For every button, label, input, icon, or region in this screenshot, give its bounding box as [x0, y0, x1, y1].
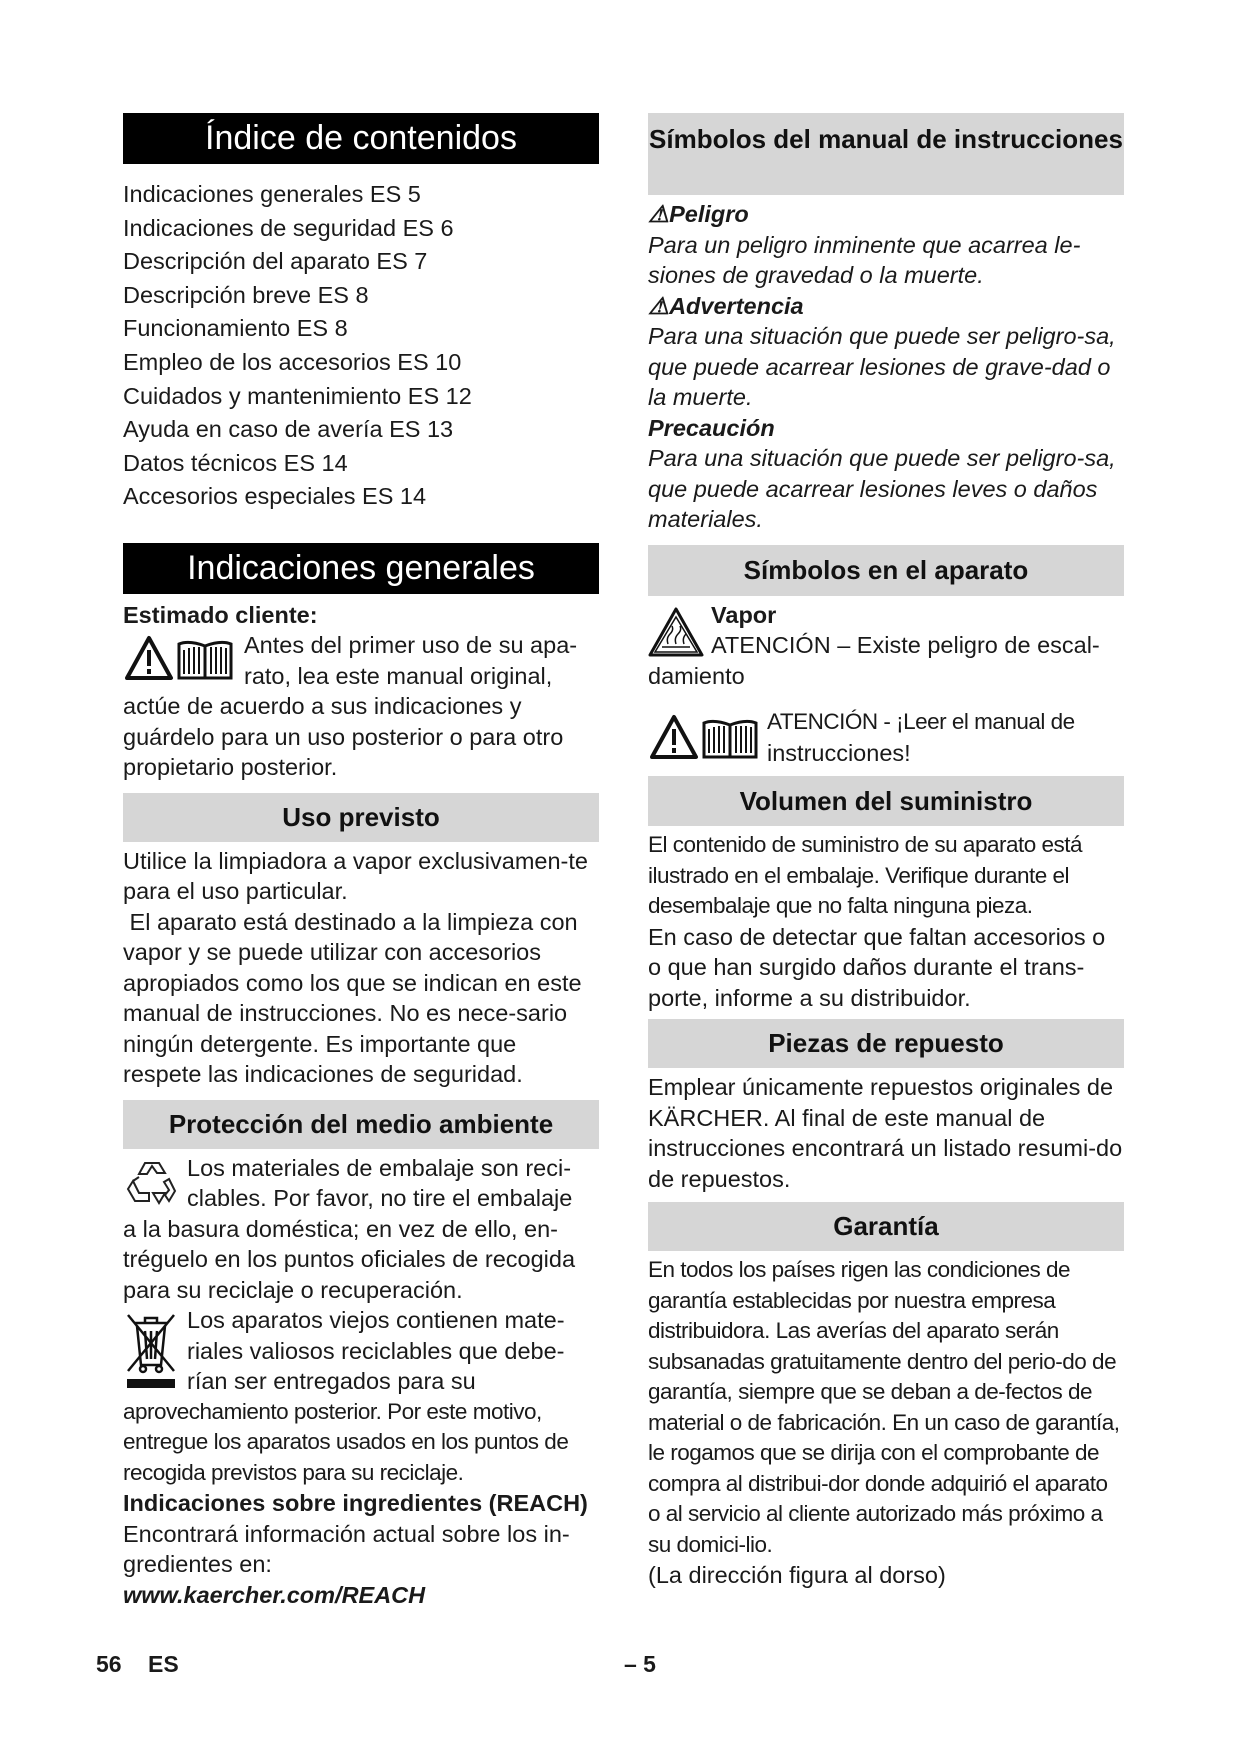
recycle-icon [125, 1157, 179, 1209]
toc-item[interactable]: Ayuda en caso de avería ES 13 [123, 416, 454, 443]
steam-line: damiento [648, 662, 745, 689]
crossed-bin-icon [123, 1309, 179, 1393]
toc-item[interactable]: Funcionamiento ES 8 [123, 315, 348, 342]
intro-line: rato, lea este manual original, [244, 662, 553, 689]
language-code: ES [148, 1651, 179, 1677]
danger-heading [648, 199, 1124, 230]
right-column [648, 113, 1124, 1591]
warranty-title: Garantía [648, 1202, 1124, 1251]
intended-use-text: El aparato está destinado a la limpieza con vapor y se puede utilizar con accesorios apropiados como los que se indican en este manual de instrucciones. No es nece-sario ningún detergente. Es importante que respete las indicaciones de seguridad. [123, 908, 589, 1088]
steam-line: ATENCIÓN – Existe peligro de escal- [711, 632, 1100, 658]
table-of-contents [123, 178, 599, 514]
scope-text: En caso de detectar que faltan accesorios o o que han surgido daños durante el trans-porte, informe a su distribuidor. [648, 923, 1106, 1011]
toc-item[interactable]: Empleo de los accesorios ES 10 [123, 348, 462, 375]
read-manual-line: instrucciones! [767, 739, 911, 766]
weee-line: rían ser entregados para su [187, 1368, 476, 1395]
weee-line: riales valiosos reciclables que debe- [187, 1337, 565, 1364]
toc-item[interactable]: Indicaciones de seguridad ES 6 [123, 214, 454, 241]
hot-steam-warning-icon [648, 606, 704, 658]
recycle-block [123, 1153, 599, 1214]
steam-block [648, 600, 1124, 661]
caution-label: Precaución [648, 414, 775, 441]
spare-parts-title: Piezas de repuesto [648, 1019, 1124, 1068]
read-manual-line: ATENCIÓN - ¡Leer el manual de [767, 709, 1075, 734]
spare-parts-text: Emplear únicamente repuestos originales de KÄRCHER. Al final de este manual de instrucciones encontrará un listado resumi-do de repuestos. [648, 1074, 1123, 1192]
environment-title: Protección del medio ambiente [123, 1100, 599, 1149]
warning-manual-icon [650, 713, 760, 763]
toc-item[interactable]: Descripción del aparato ES 7 [123, 248, 428, 275]
warranty-text: En todos los países rigen las condiciones de garantía establecidas por nuestra empresa distribuidora. Las averías del aparato serán subsanadas gratuitamente dentro del perio-do de garantía, siempre que se deban a de-fectos de material o de fabricación. En un caso de garantía, le rogamos que se dirija con el comprobante de compra al distribui-dor donde adquirió el aparato o al servicio al cliente autorizado más próximo a su domici-lio. [648, 1257, 1120, 1557]
toc-item[interactable]: Indicaciones generales ES 5 [123, 181, 421, 207]
recycle-line: Los materiales de embalaje son reci- [187, 1154, 572, 1181]
intro-line: Antes del primer uso de su apa- [244, 632, 578, 659]
warranty-note: (La dirección figura al dorso) [648, 1562, 946, 1588]
scope-text: El contenido de suministro de su aparato está ilustrado en el embalaje. Verifique durante el desembalaje que no falta ninguna pieza. [648, 832, 1083, 918]
toc-item[interactable]: Cuidados y mantenimiento ES 12 [123, 382, 472, 409]
toc-item[interactable]: Datos técnicos ES 14 [123, 449, 348, 476]
warning-triangle-icon: ⚠ [648, 292, 670, 319]
warning-text: Para una situación que puede ser peligro-sa, que puede acarrear lesiones de grave-dad o la muerte. [648, 323, 1116, 410]
warning-manual-icon [125, 634, 235, 684]
left-column [123, 113, 599, 1610]
reach-text: Encontrará información actual sobre los in-gredientes en: [123, 1520, 570, 1578]
danger-label: Peligro [669, 201, 749, 227]
intended-use-title: Uso previsto [123, 793, 599, 842]
intended-use-text: Utilice la limpiadora a vapor exclusivamen-te para el uso particular. [123, 847, 588, 905]
warning-label: Advertencia [669, 292, 804, 319]
recycle-line: clables. Por favor, no tire el embalaje [187, 1185, 573, 1212]
intro-text: actúe de acuerdo a sus indicaciones y guárdelo para un uso posterior o para otro propietario posterior. [123, 693, 564, 781]
warning-heading [648, 291, 1124, 322]
reach-link[interactable]: www.kaercher.com/REACH [123, 1581, 426, 1608]
weee-text: aprovechamiento posterior. Por este motivo, entregue los aparatos usados en los puntos de recogida previstos para su reciclaje. [123, 1398, 569, 1485]
symbols-device-title: Símbolos en el aparato [648, 545, 1124, 596]
page-number: 56 [96, 1651, 122, 1677]
general-title: Indicaciones generales [123, 543, 599, 594]
weee-block [123, 1305, 599, 1397]
toc-title: Índice de contenidos [123, 113, 599, 164]
intro-block [123, 630, 599, 691]
toc-item[interactable]: Descripción breve ES 8 [123, 281, 369, 308]
toc-item[interactable]: Accesorios especiales ES 14 [123, 483, 427, 510]
scope-title: Volumen del suministro [648, 776, 1124, 826]
reach-title: Indicaciones sobre ingredientes (REACH) [123, 1490, 588, 1517]
caution-text: Para una situación que puede ser peligro-sa, que puede acarrear lesiones leves o daños materiales. [648, 445, 1116, 532]
weee-line: Los aparatos viejos contienen mate- [187, 1307, 565, 1334]
steam-label: Vapor [711, 601, 777, 628]
salutation: Estimado cliente: [123, 601, 318, 628]
warning-triangle-icon: ⚠ [648, 201, 670, 227]
recycle-text: a la basura doméstica; en vez de ello, en-tréguelo en los puntos oficiales de recogida para su reciclaje o recuperación. [123, 1215, 576, 1303]
symbols-manual-title: Símbolos del manual de instrucciones [648, 113, 1124, 195]
read-manual-block [648, 707, 1124, 768]
page-reference: – 5 [624, 1651, 656, 1677]
danger-text: Para un peligro inminente que acarrea le-siones de gravedad o la muerte. [648, 231, 1081, 288]
